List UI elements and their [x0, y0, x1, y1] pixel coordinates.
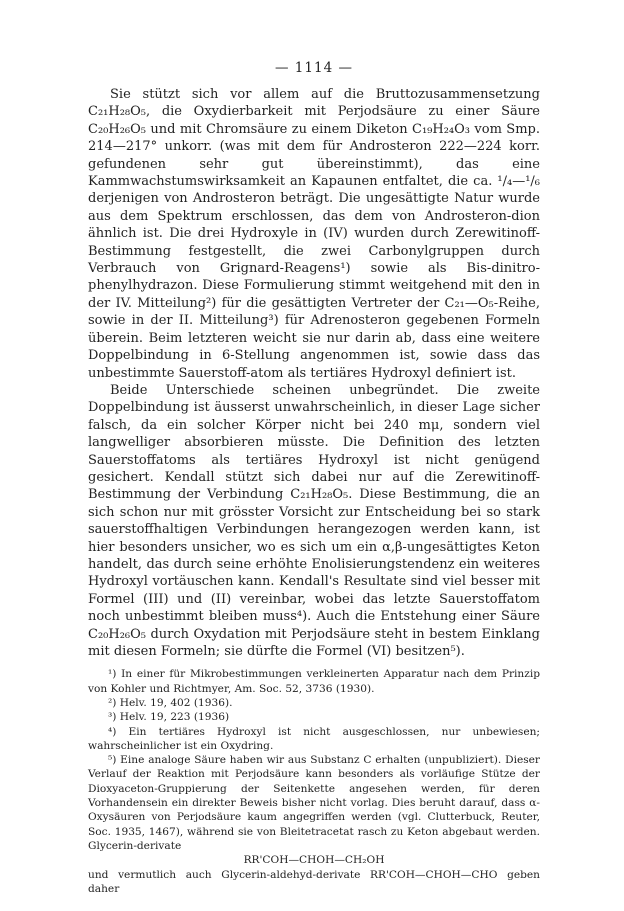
footnote-4: ⁴) Ein tertiäres Hydroxyl ist nicht ausgeschlossen, nur unbewiesen; wahrscheinlicher ist ein Oxydring.: [88, 725, 540, 752]
footnote-1: ¹) In einer für Mikrobestimmungen verkleinerten Apparatur nach dem Prinzip von Kohler und Richtmyer, Am. Soc. 52, 3736 (1930).: [88, 668, 540, 695]
footnotes: [88, 666, 540, 896]
footnote-3: ³) Helv. 19, 223 (1936): [108, 711, 230, 724]
footnote-5: ⁵) Eine analoge Säure haben wir aus Substanz C erhalten (unpubliziert). Dieser Verlauf der Reaktion mit Perjodsäure kann besonders als vorläufige Stütze der Dioxyaceton-Gruppierung der Seitenkette angesehen werden, für deren Vorhandensein ein direkter Beweis bisher nicht vorlag. Dies beruht darauf, dass α-Oxysäuren von Perjodsäure kaum angegriffen werden (vgl. Clutterbuck, Reuter, Soc. 1935, 1467), während sie von Bleitetracetat rasch zu Keton abgebaut werden. Glycerin-derivate: [88, 754, 540, 852]
main-text: [88, 86, 540, 660]
footnote-2: ²) Helv. 19, 402 (1936).: [108, 697, 233, 709]
footnote-continuation: und vermutlich auch Glycerin-aldehyd-derivate RR'COH—CHOH—CHO geben daher: [88, 868, 540, 895]
page: [88, 60, 540, 896]
formula-line: RR'COH—CHOH—CH₂OH: [243, 854, 385, 867]
page-number: — 1114 —: [275, 60, 353, 76]
paragraph-1: Sie stützt sich vor allem auf die Bruttozusammensetzung C₂₁H₂₈O₅, die Oxydierbarkeit mit Perjodsäure zu einer Säure C₂₀H₂₆O₅ und mit Chromsäure zu einem Diketon C₁₉H₂₄O₃ vom Smp. 214—217° unkorr. (was mit dem für Androsteron 222—224 korr. gefundenen sehr gut übereinstimmt), das eine Kammwachstumswirksamkeit an Kapaunen entfaltet, die ca. ¹/₄—¹/₆ derjenigen von Androsteron beträgt. Die ungesättigte Natur wurde aus dem Spektrum erschlossen, das dem von Androsteron-dion ähnlich ist. Die drei Hydroxyle in (IV) wurden durch Zerewitinoff-Bestimmung festgestellt, die zwei Carbonylgruppen durch Verbrauch von Grignard-Reagens¹) sowie als Bis-dinitro-phenylhydrazon. Diese Formulierung stimmt weitgehend mit den in der IV. Mitteilung²) für die gesättigten Vertreter der C₂₁—O₅-Reihe, sowie in der II. Mitteilung³) für Adrenosteron gegebenen Formeln überein. Beim letzteren weicht sie nur darin ab, dass eine weitere Doppelbindung in 6-Stellung angenommen ist, sowie dass das unbestimmte Sauerstoff-atom als tertiäres Hydroxyl definiert ist.: [88, 87, 540, 381]
paragraph-2: Beide Unterschiede scheinen unbegründet. Die zweite Doppelbindung ist äusserst unwahrscheinlich, in dieser Lage sicher falsch, da ein solcher Körper nicht bei 240 mμ, sondern viel langwelliger absorbieren müsste. Die Definition des letzten Sauerstoffatoms als tertiäres Hydroxyl ist nicht genügend gesichert. Kendall stützt sich dabei nur auf die Zerewitinoff-Bestimmung der Verbindung C₂₁H₂₈O₅. Diese Bestimmung, die an sich schon nur mit grösster Vorsicht zur Entscheidung bei so stark sauerstoffhaltigen Verbindungen herangezogen werden kann, ist hier besonders unsicher, wo es sich um ein α,β-ungesättigtes Keton handelt, das durch seine erhöhte Enolisierungstendenz ein weiteres Hydroxyl vortäuschen kann. Kendall's Resultate sind viel besser mit Formel (III) und (II) vereinbar, wobei das letzte Sauerstoffatom noch unbestimmt bleiben muss⁴). Auch die Entstehung einer Säure C₂₀H₂₆O₅ durch Oxydation mit Perjodsäure steht in bestem Einklang mit diesen Formeln; sie dürfte die Formel (VI) besitzen⁵).: [88, 382, 540, 659]
